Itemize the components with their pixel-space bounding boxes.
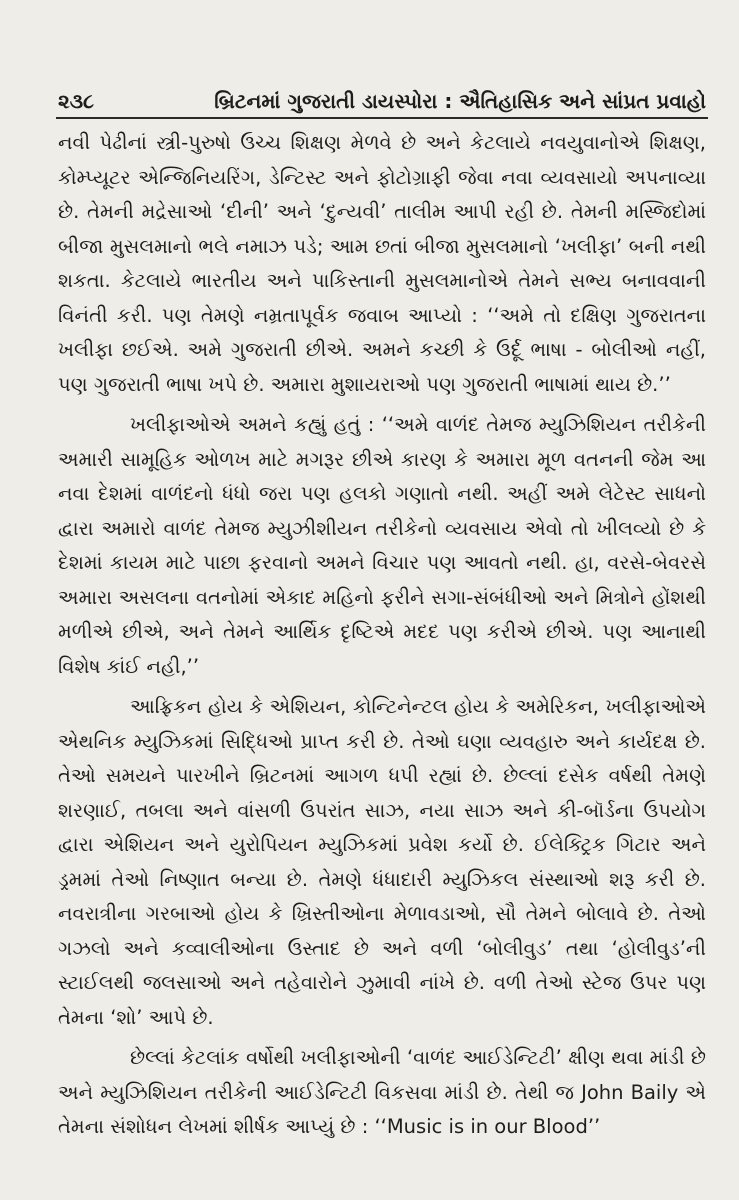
header-rule (56, 117, 708, 119)
paragraph-2: ખલીફાઓએ અમને કહ્યું હતું : ‘‘અમે વાળંદ તેમજ મ્યુઝિશિયન તરીકેની અમારી સામૂહિક ઓળખ માટે મગરૂર છીએ કારણ કે અમારા મૂળ વતનની જેમ આ નવા દેશમાં વાળંદનો ધંધો જરા પણ હલકો ગણાતો નથી. અહીં અમે લેટેસ્ટ સાધનો દ્વારા અમારો વાળંદ તેમજ મ્યુઝીશીયન તરીકેનો વ્યવસાય એવો તો ખીલવ્યો છે કે દેશમાં કાયમ માટે પાછા ફરવાનો અમને વિચાર પણ આવતો નથી. હા, વરસે-બેવરસે અમારા અસલના વતનોમાં એકાદ મહિનો ફરીને સગા-સંબંધીઓ અને મિત્રોને હોંશથી મળીએ છીએ, અને તેમને આર્થિક દૃષ્ટિએ મદદ પણ કરીએ છીએ. પણ આનાથી વિશેષ કાંઈ નહી,’’ (58, 413, 706, 678)
page-header (58, 83, 706, 113)
paragraph-1: નવી પેઢીનાં સ્ત્રી-પુરુષો ઉચ્ચ શિક્ષણ મેળવે છે અને કેટલાયે નવયુવાનોએ શિક્ષણ, કોમ્પ્યૂટર એન્જિનિયરિંગ, ડેન્ટિસ્ટ અને ફોટોગ્રાફી જેવા નવા વ્યવસાયો અપનાવ્યા છે. તેમની મદ્રેસાઓ ‘દીની’ અને ‘દુન્યવી’ તાલીમ આપી રહી છે. તેમની મસ્જિદોમાં બીજા મુસલમાનો ભલે નમાઝ પડે; આમ છતાં બીજા મુસલમાનો ‘ખલીફા’ બની નથી શકતા. કેટલાયે ભારતીય અને પાકિસ્તાની મુસલમાનોએ તેમને સભ્ય બનાવવાની વિનંતી કરી. પણ તેમણે નમ્રતાપૂર્વક જવાબ આપ્યો : ‘‘અમે તો દક્ષિણ ગુજરાતના ખલીફા છઈએ. અમે ગુજરાતી છીએ. અમને કચ્છી કે ઉર્દૂ ભાષા - બોલીઓ નહીં, પણ ગુજરાતી ભાષા ખપે છે. અમારા મુશાયરાઓ પણ ગુજરાતી ભાષામાં થાય છે.’’ (58, 131, 706, 396)
running-title: બ્રિટનમાં ગુજરાતી ડાયસ્પોરા : ઐતિહાસિક અને સાંપ્રત પ્રવાહો (214, 89, 706, 113)
body-text (58, 126, 706, 1145)
paragraph-4: છેલ્લાં કેટલાંક વર્ષોથી ખલીફાઓની ‘વાળંદ આઈડેન્ટિટી’ ક્ષીણ થવા માંડી છે અને મ્યુઝિશિયન તરીકેની આઈડેન્ટિટી વિકસવા માંડી છે. તેથી જ John Baily એ તેમના સંશોધન લેખમાં શીર્ષક આપ્યું છે : ‘‘Music is in our Blood’’ (58, 1046, 706, 1138)
paragraph-3: આફ્રિકન હોય કે એશિયન, કોન્ટિનેન્ટલ હોય કે અમેરિકન, ખલીફાઓએ એથનિક મ્યુઝિકમાં સિદ્ધિઓ પ્રાપ્ત કરી છે. તેઓ ઘણા વ્યવહારુ અને કાર્યદક્ષ છે. તેઓ સમયને પારખીને બ્રિટનમાં આગળ ધપી રહ્યાં છે. છેલ્લાં દસેક વર્ષથી તેમણે શરણાઈ, તબલા અને વાંસળી ઉપરાંત સાઝ, નયા સાઝ અને કી-બૉર્ડના ઉપયોગ દ્વારા એશિયન અને યુરોપિયન મ્યુઝિકમાં પ્રવેશ કર્યો છે. ઈલેક્ટ્રિક ગિટાર અને ડ્રમમાં તેઓ નિષ્ણાત બન્યા છે. તેમણે ધંધાદારી મ્યુઝિકલ સંસ્થાઓ શરૂ કરી છે. નવરાત્રીના ગરબાઓ હોય કે ખ્રિસ્તીઓના મેળાવડાઓ, સૌ તેમને બોલાવે છે. તેઓ ગઝલો અને કવ્વાલીઓના ઉસ્તાદ છે અને વળી ‘બોલીવુડ’ તથા ‘હોલીવુડ’ની સ્ટાઈલથી જલસાઓ અને તહેવારોને ઝુમાવી નાંખે છે. વળી તેઓ સ્ટેજ ઉપર પણ તેમના ‘શો’ આપે છે. (58, 695, 706, 1029)
page-number: ૨૩૮ (58, 89, 95, 113)
